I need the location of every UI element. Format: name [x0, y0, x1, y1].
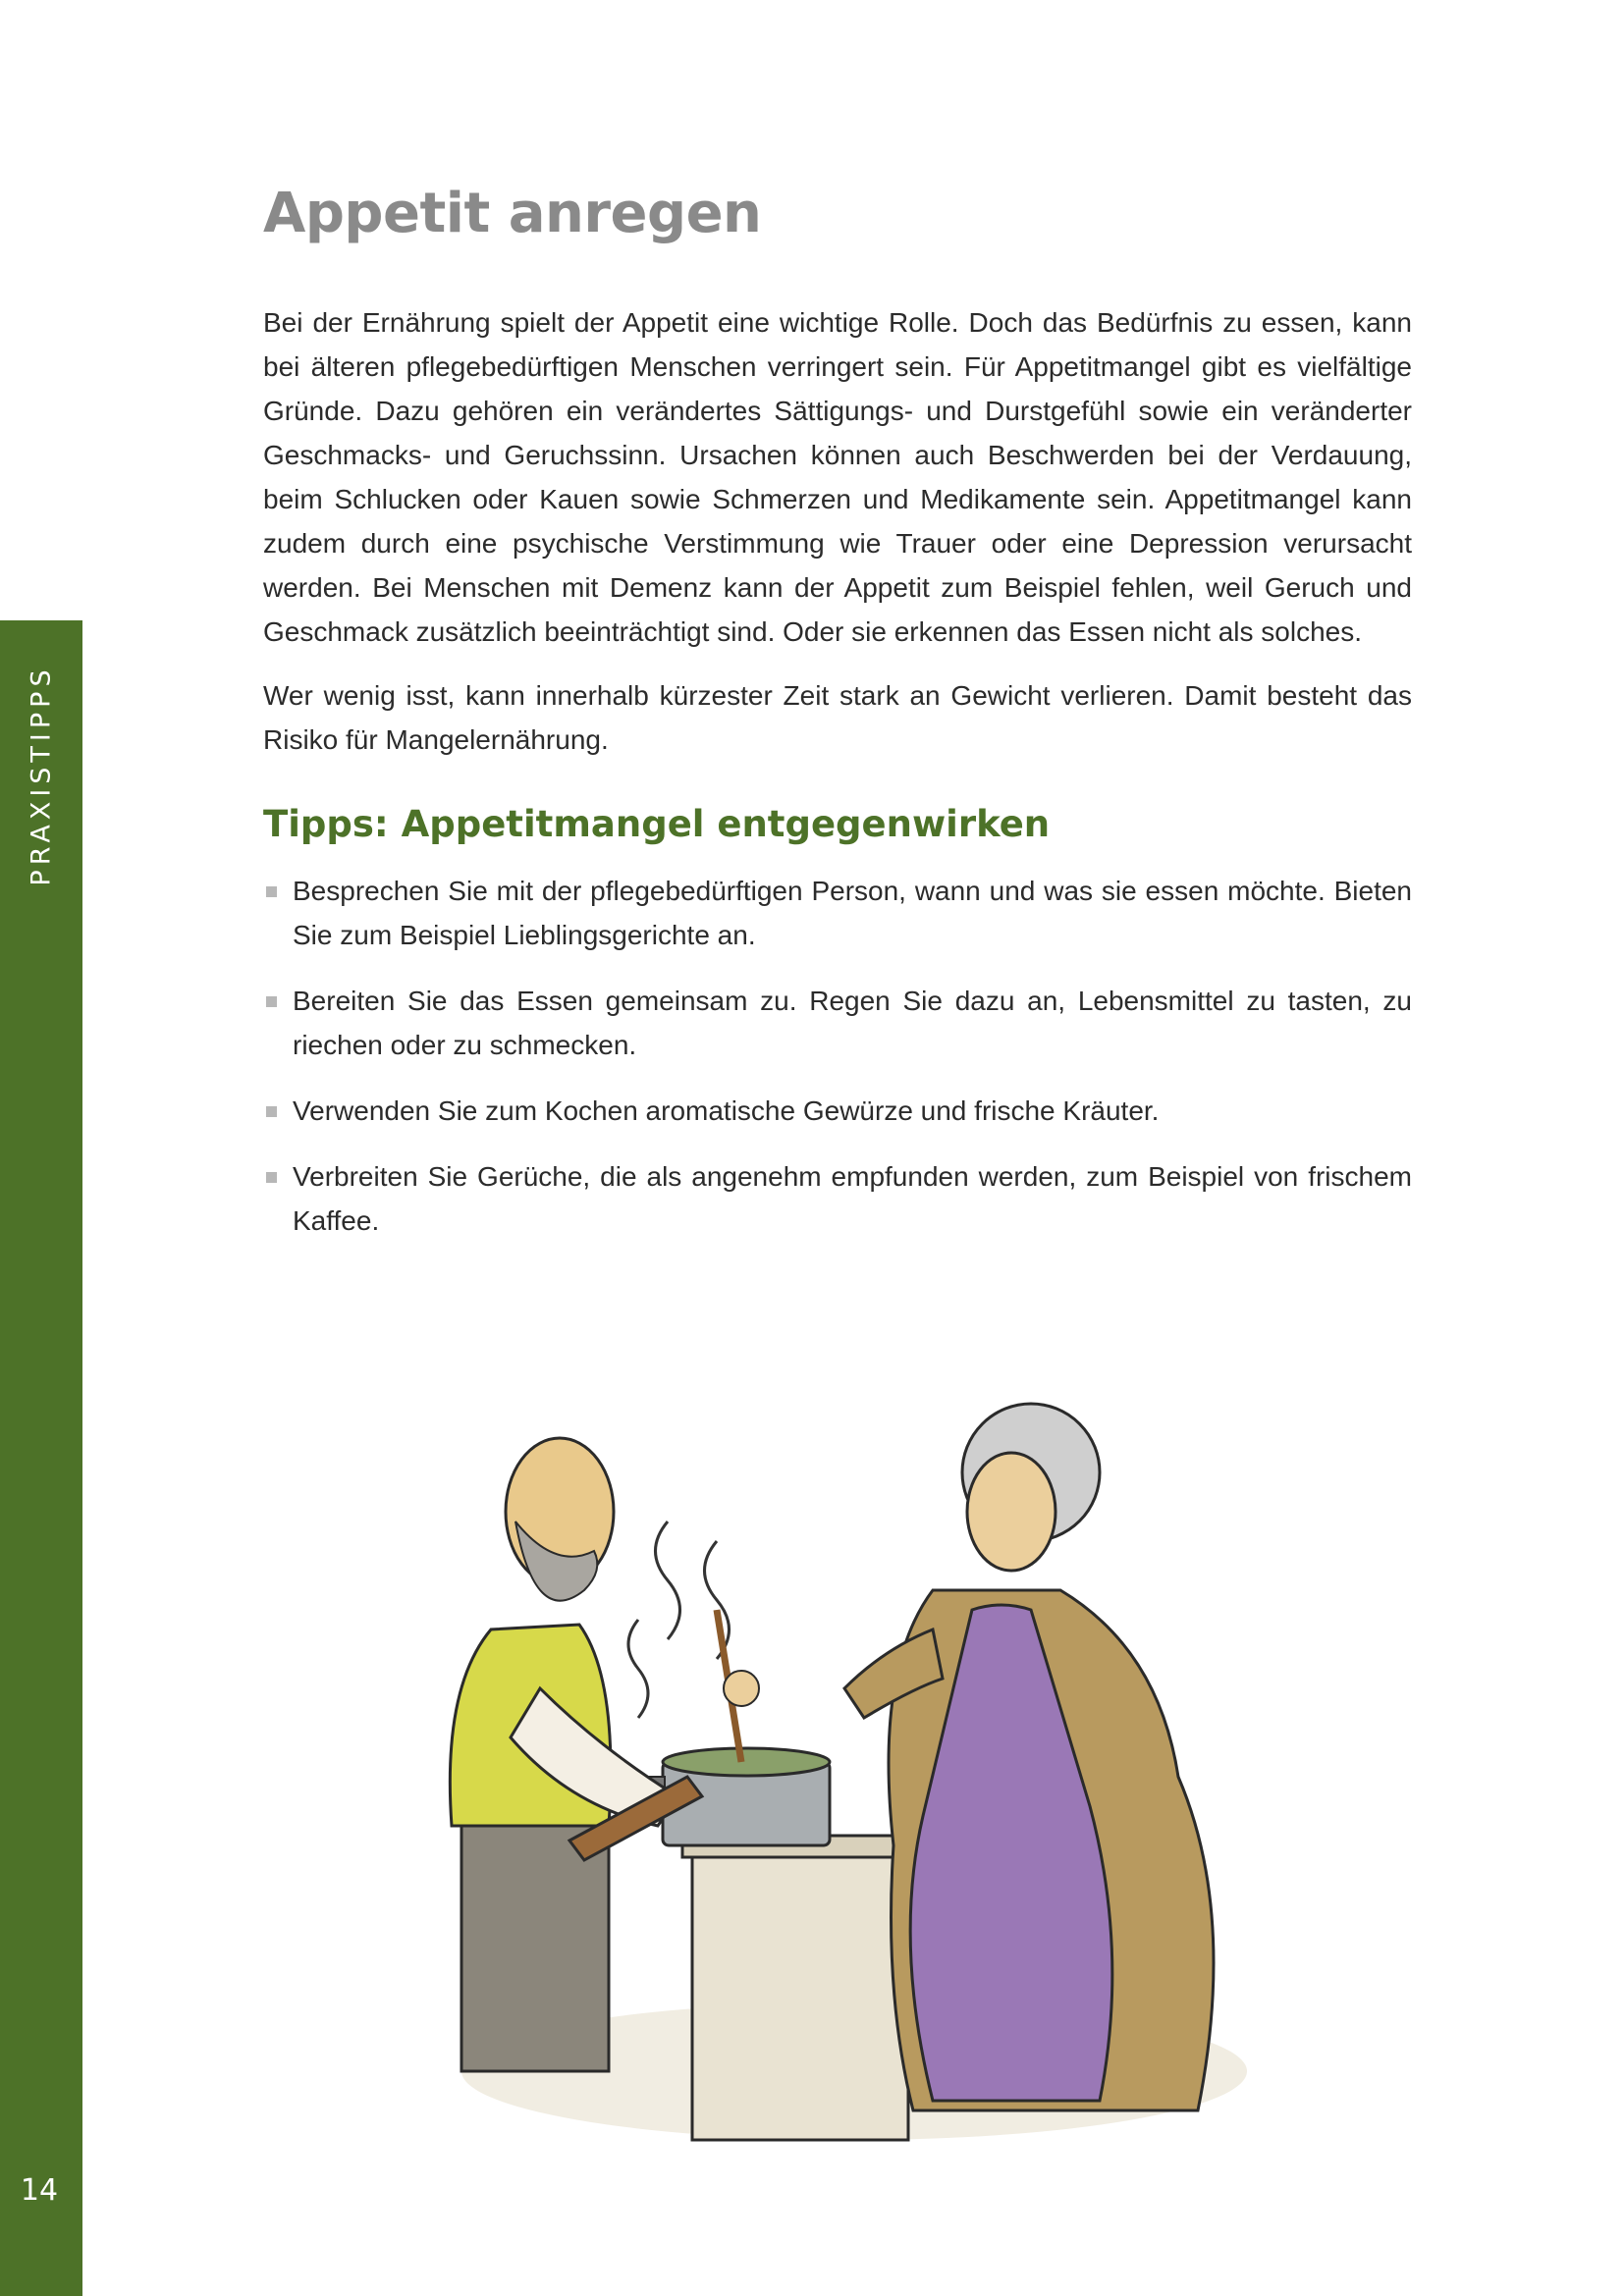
tip-text: Besprechen Sie mit der pflegebedürftigen Person, wann und was sie essen möchte. Bieten Sie zum Beispiel Lieblingsgerichte an.: [293, 876, 1412, 950]
man-trousers: [461, 1826, 609, 2071]
stove: [692, 1845, 908, 2140]
cooking-couple-illustration: [422, 1394, 1306, 2179]
page-number: 14: [20, 2173, 59, 2208]
section-label: PRAXISTIPPS: [26, 665, 57, 886]
tip-item: [263, 869, 1412, 957]
tip-text: Verwenden Sie zum Kochen aromatische Gewürze und frische Kräuter.: [293, 1095, 1160, 1126]
tip-item: [263, 1154, 1412, 1243]
woman-hand: [724, 1671, 759, 1706]
risk-paragraph: Wer wenig isst, kann innerhalb kürzester Zeit stark an Gewicht verlieren. Damit besteht das Risiko für Mangelernährung.: [263, 680, 1412, 755]
tips-heading: Tipps: Appetitmangel entgegenwirken: [263, 803, 1051, 845]
intro-paragraph: Bei der Ernährung spielt der Appetit eine wichtige Rolle. Doch das Bedürfnis zu essen, kann bei älteren pflegebedürftigen Menschen verringert sein. Für Appetitmangel gibt es vielfältige Gründe. Dazu gehören ein verändertes Sättigungs- und Durstgefühl sowie ein veränderter Geschmacks- und Geruchssinn. Ursachen können auch Beschwerden bei der Verdauung, beim Schlucken oder Kauen sowie Schmerzen und Medikamente sein. Appetitmangel kann zudem durch eine psychische Verstimmung wie Trauer oder eine Depression verursacht werden. Bei Menschen mit Demenz kann der Appetit zum Beispiel fehlen, weil Geruch und Geschmack zusätzlich beeinträchtigt sind. Oder sie erkennen das Essen nicht als solches.: [263, 307, 1412, 647]
main-content: [263, 182, 1412, 1264]
tip-item: [263, 979, 1412, 1067]
steam-line: [705, 1541, 730, 1659]
tips-list: [263, 869, 1412, 1243]
page-title: Appetit anregen: [263, 182, 762, 245]
tip-text: Verbreiten Sie Gerüche, die als angenehm empfunden werden, zum Beispiel von frischem Kaffee.: [293, 1161, 1412, 1236]
tip-item: [263, 1089, 1412, 1133]
steam-line: [628, 1620, 648, 1718]
woman-face: [967, 1453, 1056, 1571]
bullet-square-icon: [266, 1172, 277, 1183]
bullet-square-icon: [266, 996, 277, 1007]
steam-line: [656, 1522, 680, 1639]
bullet-square-icon: [266, 886, 277, 897]
bullet-square-icon: [266, 1106, 277, 1117]
tip-text: Bereiten Sie das Essen gemeinsam zu. Regen Sie dazu an, Lebensmittel zu tasten, zu riechen oder zu schmecken.: [293, 986, 1412, 1060]
pot-rim: [663, 1748, 830, 1776]
